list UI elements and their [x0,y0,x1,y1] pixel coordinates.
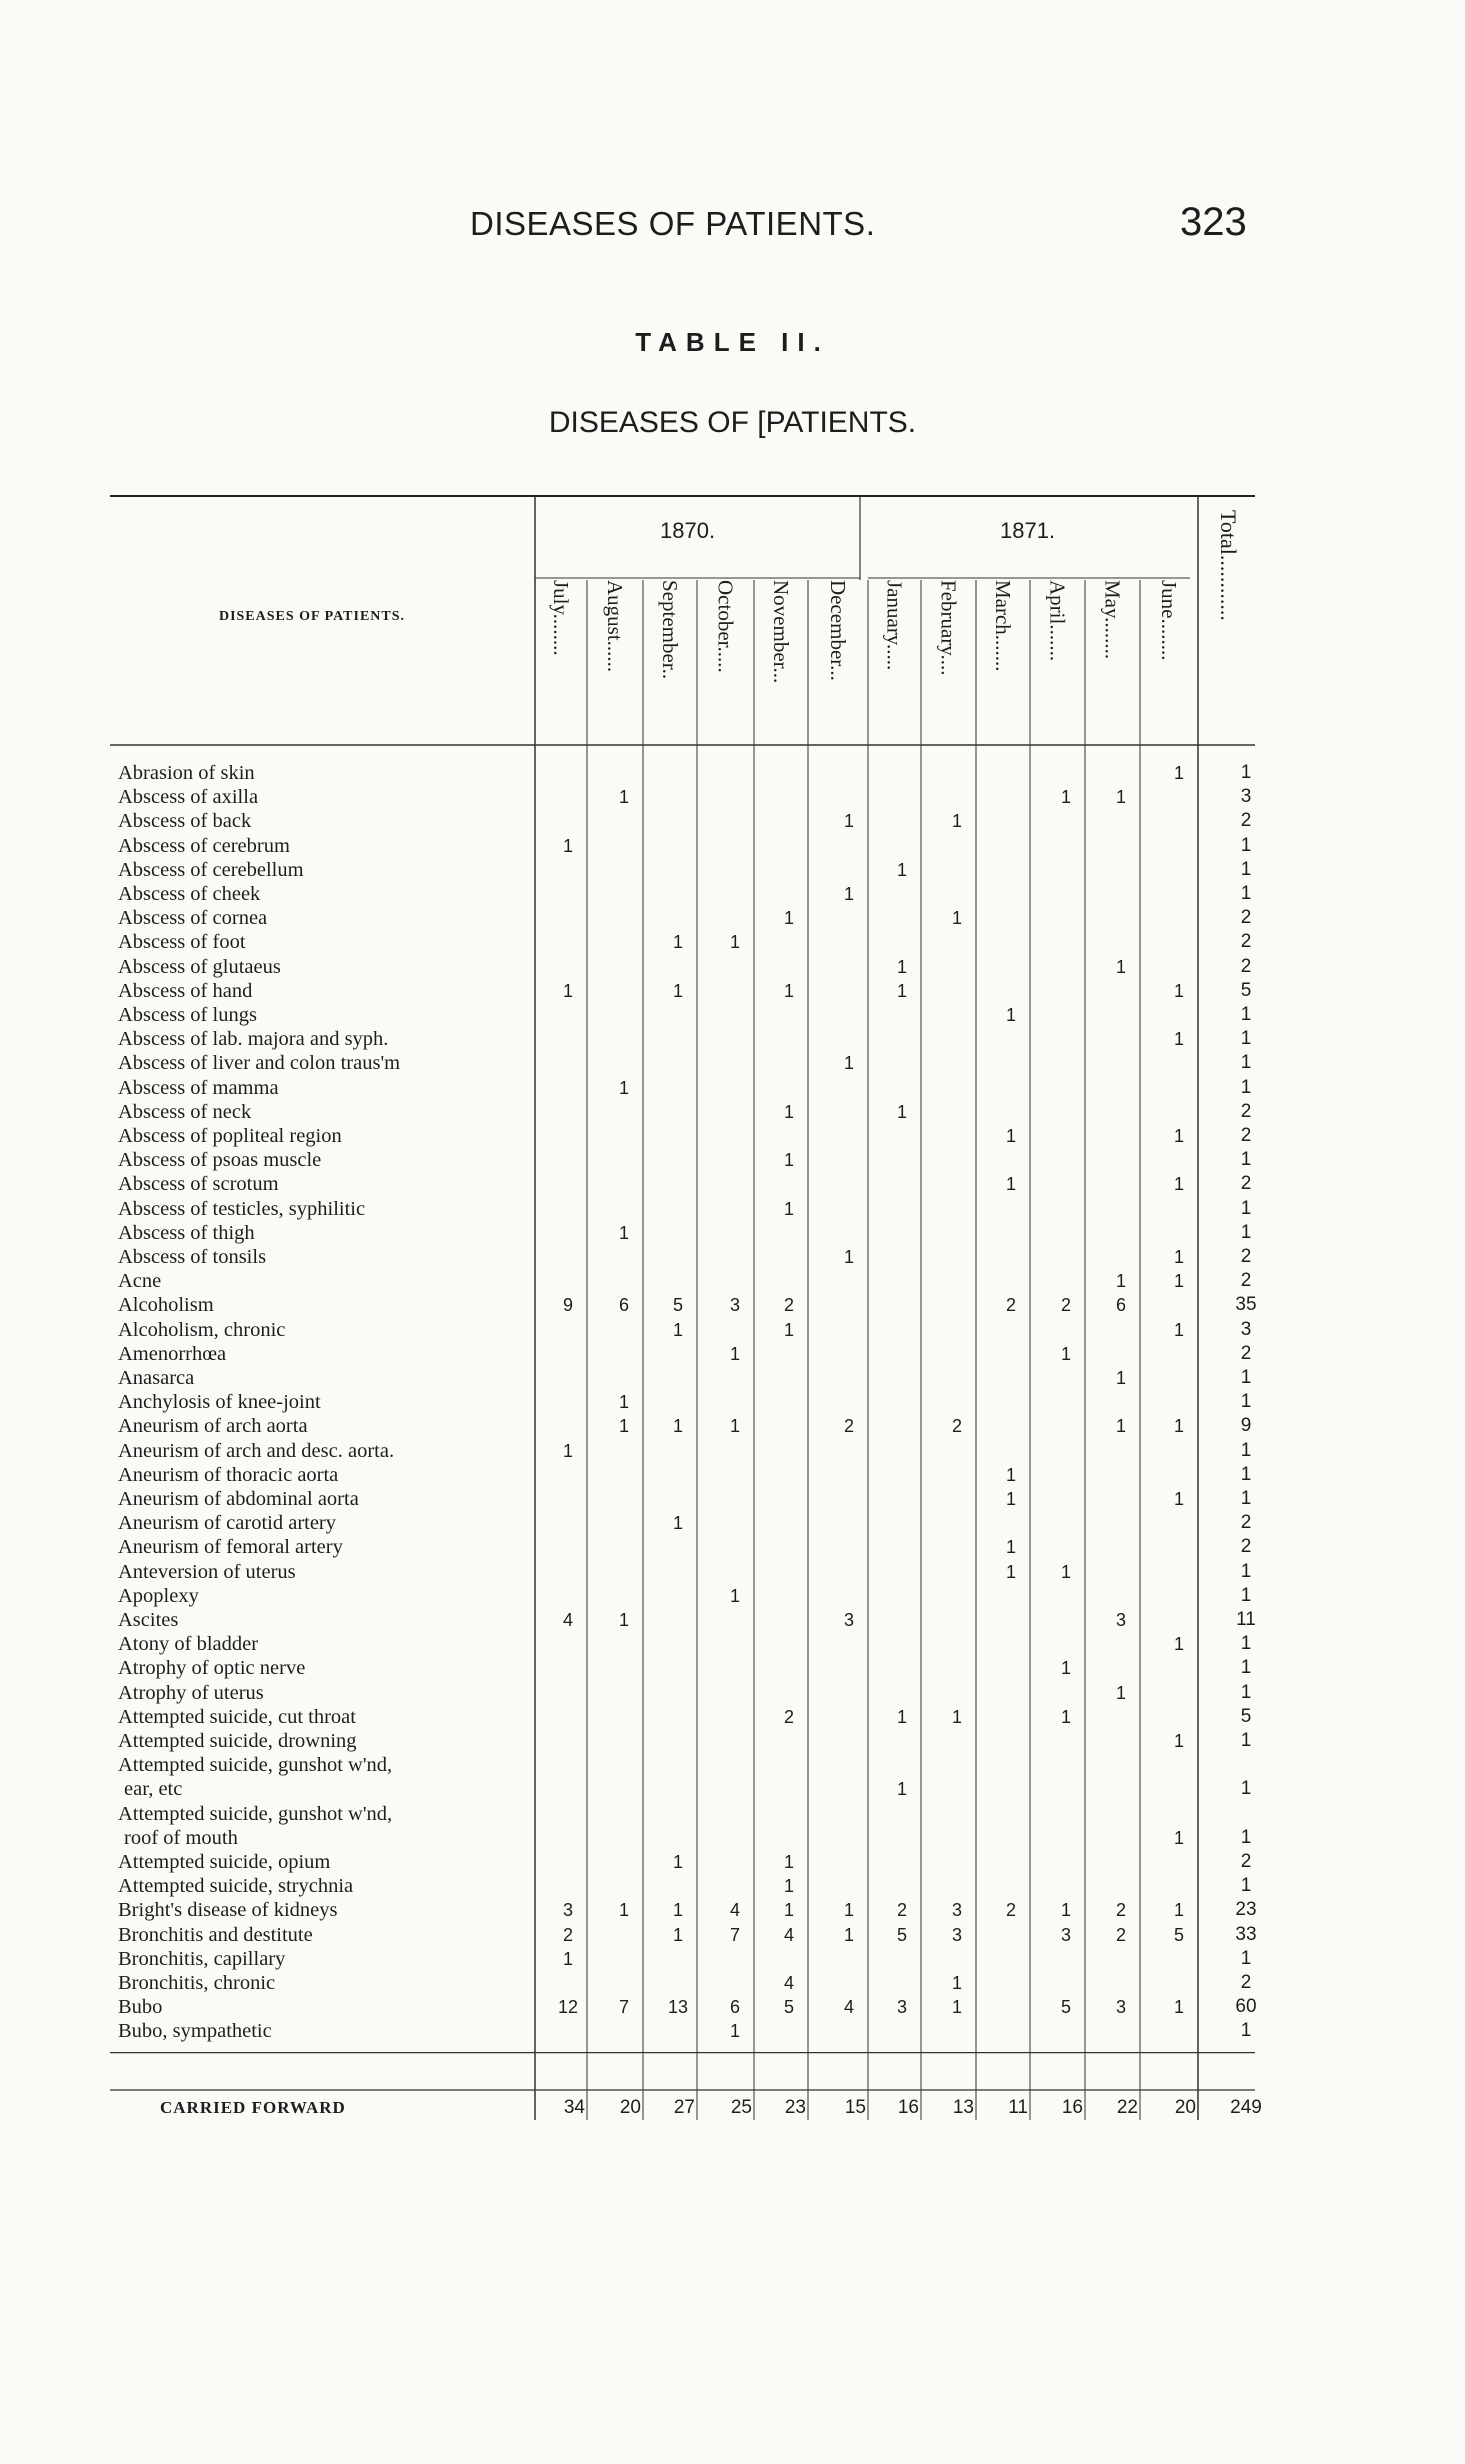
disease-name: Abscess of cornea [118,907,268,930]
disease-name: Apoplexy [118,1584,199,1607]
disease-name: Aneurism of carotid artery [118,1512,337,1535]
month-count: 1 [1173,1416,1184,1437]
month-header: September.. [658,580,682,680]
month-count: 1 [783,908,794,929]
disease-name: Bubo, sympathetic [118,2020,272,2043]
month-header: October..... [713,580,738,673]
month-count: 4 [843,1997,854,2018]
month-count: 9 [562,1295,573,1316]
row-total: 1 [1240,1391,1252,1413]
disease-name: Abscess of neck [118,1100,252,1123]
row-total: 2 [1240,1246,1252,1267]
month-count: 1 [1005,1489,1016,1509]
carried-forward-value: 11 [1008,2097,1028,2118]
month-header: February.... [936,580,961,676]
month-count: 1 [729,1585,740,1606]
month-count: 1 [1173,1126,1184,1146]
month-count: 1 [783,1900,794,1921]
month-header: June........ [1157,580,1181,661]
month-header: December... [826,580,850,681]
month-count: 3 [1115,1610,1126,1630]
month-count: 1 [951,1997,962,2018]
month-count: 1 [1005,1561,1016,1582]
row-total: 1 [1240,1488,1252,1509]
year-1870: 1870. [660,518,716,543]
disease-name: Atrophy of optic nerve [118,1657,306,1680]
month-count: 1 [783,1876,794,1897]
month-count: 1 [1173,1731,1184,1751]
table-subtitle: DISEASES OF [PATIENTS. [548,406,917,439]
disease-name: Bronchitis, capillary [118,1947,286,1970]
month-count: 3 [896,1997,907,2018]
row-total: 2 [1240,907,1252,929]
disease-name: Atrophy of uterus [118,1681,264,1704]
month-count: 1 [1173,1489,1184,1509]
disease-name: Bright's disease of kidneys [118,1899,338,1922]
carried-forward-value: 25 [730,2097,752,2118]
month-count: 1 [562,1440,573,1461]
month-count: 1 [843,884,854,904]
row-total: 1 [1240,1052,1252,1074]
total-column-header: Total............ [1216,510,1241,621]
disease-name: Aneurism of thoracic aorta [118,1463,339,1486]
month-count: 1 [951,1973,962,1993]
disease-name: Attempted suicide, drowning [118,1730,357,1752]
row-total: 1 [1240,1076,1252,1098]
month-count: 1 [1005,1174,1016,1195]
month-count: 2 [896,1900,907,1921]
month-count: 1 [1005,1005,1016,1025]
month-count: 1 [1115,1271,1126,1292]
month-count: 1 [618,1416,629,1437]
month-header: July........ [549,580,573,656]
disease-name: Alcoholism, chronic [118,1318,286,1341]
row-total: 2 [1240,1270,1252,1292]
disease-name: Attempted suicide, cut throat [118,1705,356,1728]
disease-name: Abscess of popliteal region [118,1125,342,1147]
month-count: 1 [1173,763,1184,783]
month-count: 2 [1115,1924,1126,1945]
month-count: 1 [1173,1997,1184,2018]
month-count: 1 [783,980,794,1001]
month-count: 1 [562,980,573,1001]
month-count: 1 [618,1077,629,1098]
month-count: 1 [1060,1658,1071,1679]
disease-name: Abscess of foot [118,931,246,954]
month-count: 1 [1173,1827,1184,1848]
disease-name: Abscess of cerebrum [118,834,290,857]
month-count: 2 [1115,1900,1126,1921]
month-count: 1 [896,859,907,880]
month-count: 4 [783,1924,794,1945]
month-count: 1 [1173,1634,1184,1655]
month-count: 4 [729,1900,740,1921]
row-total: 2 [1240,1125,1252,1146]
month-count: 2 [783,1295,794,1316]
row-total: 1 [1240,858,1252,880]
month-count: 1 [896,1779,907,1800]
month-count: 1 [1060,787,1071,808]
month-count: 4 [562,1610,573,1630]
carried-forward-value: 23 [784,2097,806,2118]
row-total: 11 [1236,1609,1256,1630]
month-count: 1 [672,980,683,1001]
month-count: 1 [562,835,573,856]
disease-name: Abscess of tonsils [118,1246,267,1268]
month-count: 2 [1060,1295,1071,1316]
disease-name: Abscess of lungs [118,1004,257,1026]
disease-name: Attempted suicide, strychnia [118,1875,354,1898]
row-total: 1 [1240,1778,1252,1800]
month-count: 6 [729,1997,740,2018]
month-count: 1 [672,1924,683,1945]
carried-forward-value: 16 [897,2097,919,2118]
row-total: 1 [1240,1657,1252,1679]
month-count: 1 [951,811,962,832]
month-count: 2 [562,1924,573,1945]
row-total: 2 [1240,810,1252,832]
carried-forward-value: 34 [563,2097,585,2118]
row-total: 2 [1240,1100,1252,1122]
month-count: 1 [951,1706,962,1727]
carried-forward-value: 13 [952,2097,974,2118]
row-total: 2 [1240,1972,1252,1993]
row-total: 35 [1235,1294,1257,1316]
row-total: 1 [1240,883,1252,904]
disease-name: Abscess of lab. majora and syph. [118,1028,389,1051]
month-count: 1 [1005,1126,1016,1146]
row-total: 1 [1240,1004,1252,1025]
month-count: 1 [896,1101,907,1122]
disease-name: Acne [118,1270,162,1293]
month-count: 1 [783,1852,794,1872]
disease-column-header: DISEASES OF PATIENTS. [218,609,406,624]
disease-name: Aneurism of femoral artery [118,1536,343,1559]
disease-name: Abscess of hand [118,979,253,1002]
month-count: 1 [672,1852,683,1872]
month-count: 1 [729,932,740,953]
month-count: 1 [729,1416,740,1437]
month-count: 13 [667,1997,689,2018]
row-total: 1 [1240,762,1252,783]
row-total: 3 [1240,1318,1252,1340]
row-total: 1 [1240,1730,1252,1751]
month-count: 3 [843,1610,854,1630]
carried-forward-value: 20 [1174,2097,1196,2118]
month-count: 1 [1173,1247,1184,1267]
carried-forward-total: 249 [1230,2097,1262,2118]
carried-forward-value: 22 [1116,2097,1138,2118]
month-count: 1 [1173,980,1184,1001]
disease-name: Atony of bladder [118,1633,259,1656]
row-total: 5 [1240,1705,1252,1727]
month-count: 3 [562,1900,573,1921]
carried-forward-label: CARRIED FORWARD [160,2098,346,2117]
month-count: 1 [1060,1900,1071,1921]
month-count: 1 [896,1706,907,1727]
table-title: TABLE II. [635,327,830,357]
row-total: 1 [1240,1028,1252,1050]
row-total: 1 [1240,1367,1252,1388]
month-count: 5 [672,1295,683,1316]
row-total: 1 [1240,1560,1252,1582]
month-count: 6 [1115,1295,1126,1316]
disease-name: Amenorrhœa [118,1342,227,1365]
month-count: 12 [557,1997,579,2018]
row-total: 2 [1240,1342,1252,1364]
month-count: 1 [783,1319,794,1340]
disease-name: Anasarca [118,1367,195,1389]
month-count: 1 [562,1948,573,1969]
row-total: 1 [1240,1633,1252,1655]
month-count: 1 [1115,787,1126,808]
disease-name: Bronchitis and destitute [118,1923,313,1946]
row-total: 1 [1240,1439,1252,1461]
month-header: November... [769,580,793,684]
disease-name: Abscess of liver and colon traus'm [118,1052,401,1075]
year-1871: 1871. [1000,518,1056,543]
month-count: 2 [783,1706,794,1727]
disease-name: Abscess of back [118,810,252,833]
month-count: 1 [1005,1537,1016,1558]
month-count: 2 [951,1416,962,1437]
month-count: 1 [1173,1319,1184,1340]
month-header: January..... [882,580,907,671]
row-total: 33 [1235,1923,1257,1945]
month-count: 3 [1115,1997,1126,2018]
row-total: 1 [1240,1875,1252,1897]
row-total: 1 [1240,2020,1252,2042]
disease-name: Bronchitis, chronic [118,1972,276,1994]
month-count: 1 [1005,1464,1016,1485]
month-count: 2 [1005,1295,1016,1316]
running-head: DISEASES OF PATIENTS. [470,205,876,242]
month-count: 1 [1173,1029,1184,1050]
row-total: 1 [1240,1197,1252,1219]
disease-name: Aneurism of arch and desc. aorta. [118,1439,395,1462]
month-count: 1 [1115,1416,1126,1437]
disease-name: Attempted suicide, gunshot w'nd, [118,1754,393,1777]
carried-forward-value: 16 [1061,2097,1083,2118]
month-count: 1 [1060,1561,1071,1582]
month-count: 3 [951,1924,962,1945]
month-count: 1 [843,1247,854,1267]
disease-name: Attempted suicide, gunshot w'nd, [118,1802,393,1825]
disease-name: Abscess of thigh [118,1221,255,1244]
month-header: March....... [991,580,1015,672]
month-count: 1 [783,1101,794,1122]
month-count: 3 [729,1295,740,1316]
month-count: 1 [672,1319,683,1340]
month-count: 3 [1060,1924,1071,1945]
row-total: 1 [1240,1221,1252,1243]
disease-name: Abscess of psoas muscle [118,1149,322,1172]
disease-name: Abscess of cheek [118,883,261,905]
month-count: 1 [618,787,629,808]
row-total: 60 [1235,1996,1257,2018]
disease-name: Anchylosis of knee-joint [118,1391,321,1414]
disease-name: Abscess of scrotum [118,1173,279,1196]
month-count: 1 [618,1900,629,1921]
month-count: 1 [618,1222,629,1243]
disease-name: Attempted suicide, opium [118,1851,331,1873]
disease-name: Abscess of mamma [118,1076,279,1099]
month-count: 2 [1005,1900,1016,1921]
row-total: 2 [1240,1536,1252,1558]
disease-name: Anteversion of uterus [118,1560,296,1583]
month-count: 1 [729,1343,740,1364]
row-total: 1 [1240,1826,1252,1848]
month-count: 6 [618,1295,629,1316]
month-count: 1 [843,811,854,832]
row-total: 2 [1240,1173,1252,1195]
month-count: 1 [896,956,907,977]
month-count: 3 [951,1900,962,1921]
month-count: 5 [1060,1997,1071,2018]
row-total: 23 [1235,1899,1257,1921]
month-count: 1 [618,1610,629,1630]
month-header: August...... [603,580,627,673]
month-count: 1 [783,1150,794,1171]
row-total: 2 [1240,1512,1252,1534]
row-total: 9 [1240,1415,1252,1437]
disease-name: Abscess of axilla [118,786,259,809]
carried-forward-value: 27 [673,2097,695,2118]
month-count: 5 [783,1997,794,2018]
month-count: 1 [1173,1271,1184,1292]
month-count: 1 [1115,956,1126,977]
month-count: 1 [672,1416,683,1437]
row-total: 1 [1240,1463,1252,1485]
row-total: 1 [1240,1947,1252,1969]
month-header: April....... [1045,580,1070,662]
month-count: 1 [672,1513,683,1534]
disease-name: ear, etc [124,1778,183,1801]
row-total: 1 [1240,834,1252,856]
row-total: 1 [1240,1584,1252,1606]
row-total: 5 [1240,979,1252,1001]
row-total: 3 [1240,786,1252,808]
month-header: May........ [1100,580,1125,660]
month-count: 2 [843,1416,854,1437]
month-count: 1 [618,1392,629,1413]
disease-name: Aneurism of arch aorta [118,1415,308,1438]
disease-name: Alcoholism [118,1294,214,1317]
month-count: 1 [843,1900,854,1921]
month-count: 1 [672,1900,683,1921]
row-total: 1 [1240,1681,1252,1703]
row-total: 2 [1240,1851,1252,1872]
month-count: 1 [1173,1174,1184,1195]
carried-forward-value: 15 [844,2097,866,2118]
month-count: 1 [672,932,683,953]
page-number: 323 [1180,200,1247,244]
month-count: 5 [896,1924,907,1945]
disease-name: Abrasion of skin [118,762,255,784]
month-count: 1 [1060,1706,1071,1727]
month-count: 1 [896,980,907,1001]
month-count: 1 [1115,1682,1126,1703]
month-count: 1 [1060,1343,1071,1364]
month-count: 1 [843,1053,854,1074]
month-count: 1 [951,908,962,929]
carried-forward-value: 20 [619,2097,641,2118]
disease-name: roof of mouth [124,1826,238,1849]
disease-name: Abscess of cerebellum [118,858,304,881]
row-total: 2 [1240,931,1252,953]
month-count: 1 [843,1924,854,1945]
disease-name: Abscess of glutaeus [118,955,281,978]
month-count: 4 [783,1973,794,1993]
row-total: 2 [1240,955,1252,977]
disease-name: Aneurism of abdominal aorta [118,1488,359,1510]
month-count: 5 [1173,1924,1184,1945]
month-count: 7 [729,1924,740,1945]
month-count: 1 [1173,1900,1184,1921]
month-count: 1 [783,1198,794,1219]
month-count: 1 [729,2021,740,2042]
disease-name: Abscess of testicles, syphilitic [118,1197,366,1220]
disease-name: Ascites [118,1609,179,1631]
row-total: 1 [1240,1149,1252,1171]
month-count: 7 [618,1997,629,2018]
month-count: 1 [1115,1368,1126,1388]
disease-name: Bubo [118,1996,163,2019]
